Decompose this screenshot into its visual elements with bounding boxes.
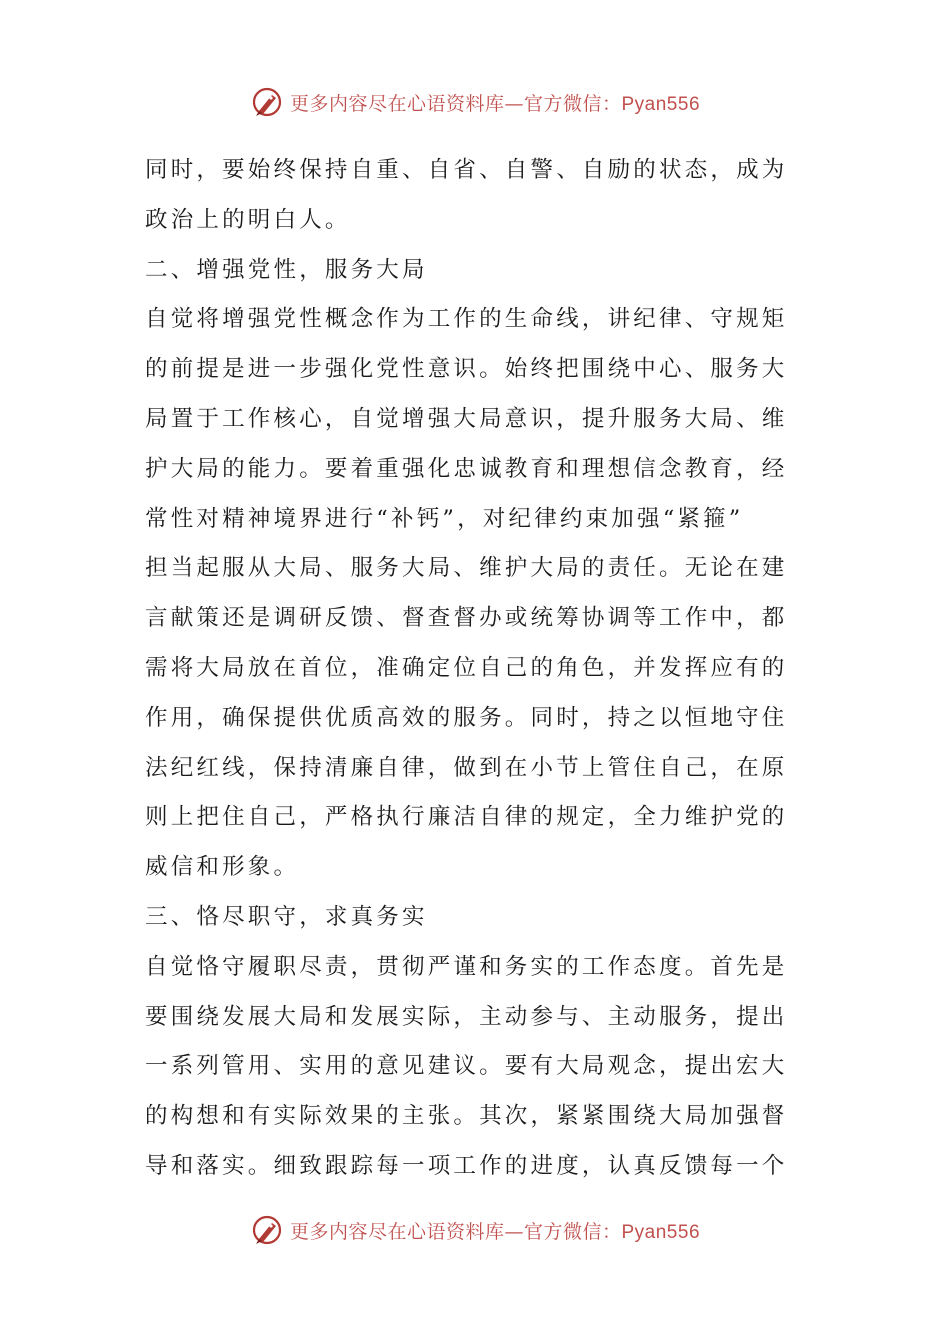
text-line: 需将大局放在首位，准确定位自己的角色，并发挥应有的 xyxy=(145,654,788,681)
text-line: 的构想和有实际效果的主张。其次，紧紧围绕大局加强督 xyxy=(145,1103,788,1130)
section-heading: 二、增强党性，服务大局 xyxy=(145,256,428,283)
section-heading: 三、恪尽职守，求真务实 xyxy=(145,903,428,930)
text-line: 法纪红线，保持清廉自律，做到在小节上管住自己，在原 xyxy=(145,754,788,781)
pen-nib-logo-icon xyxy=(250,85,284,119)
text-line: 局置于工作核心，自觉增强大局意识，提升服务大局、维 xyxy=(145,405,788,432)
text-line: 言献策还是调研反馈、督查督办或统筹协调等工作中，都 xyxy=(145,605,788,632)
text-line: 同时，要始终保持自重、自省、自警、自励的状态，成为 xyxy=(145,157,788,183)
text-line: 一系列管用、实用的意见建议。要有大局观念，提出宏大 xyxy=(145,1053,788,1080)
text-line: 政治上的明白人。 xyxy=(145,206,351,233)
watermark-label: 更多内容尽在心语资料库—官方微信： xyxy=(289,92,622,115)
wechat-id: Pyan556 xyxy=(621,1221,701,1243)
footer-watermark-banner xyxy=(0,1210,950,1250)
text-line: 护大局的能力。要着重强化忠诚教育和理想信念教育，经 xyxy=(145,455,788,482)
text-line: 自觉将增强党性概念作为工作的生命线，讲纪律、守规矩 xyxy=(145,306,788,333)
text-line: 自觉恪守履职尽责，贯彻严谨和务实的工作态度。首先是 xyxy=(145,953,788,980)
text-line: 威信和形象。 xyxy=(145,854,300,881)
text-line: 作用，确保提供优质高效的服务。同时，持之以恒地守住 xyxy=(145,704,788,731)
footer-watermark-text xyxy=(290,1217,700,1244)
header-watermark-text xyxy=(290,89,700,116)
text-line: 常性对精神境界进行“补钙”，对纪律约束加强“紧箍” xyxy=(145,505,744,532)
text-line: 担当起服从大局、服务大局、维护大局的责任。无论在建 xyxy=(145,555,788,582)
text-line: 的前提是进一步强化党性意识。始终把围绕中心、服务大 xyxy=(145,356,788,383)
wechat-id: Pyan556 xyxy=(621,93,701,115)
document-body xyxy=(145,146,807,1192)
text-line: 则上把住自己，严格执行廉洁自律的规定，全力维护党的 xyxy=(145,804,788,831)
text-line: 导和落实。细致跟踪每一项工作的进度，认真反馈每一个 xyxy=(145,1152,788,1179)
text-line: 要围绕发展大局和发展实际，主动参与、主动服务，提出 xyxy=(145,1003,788,1030)
watermark-label: 更多内容尽在心语资料库—官方微信： xyxy=(289,1220,622,1243)
header-watermark-banner xyxy=(0,82,950,122)
pen-nib-logo-icon xyxy=(250,1213,284,1247)
